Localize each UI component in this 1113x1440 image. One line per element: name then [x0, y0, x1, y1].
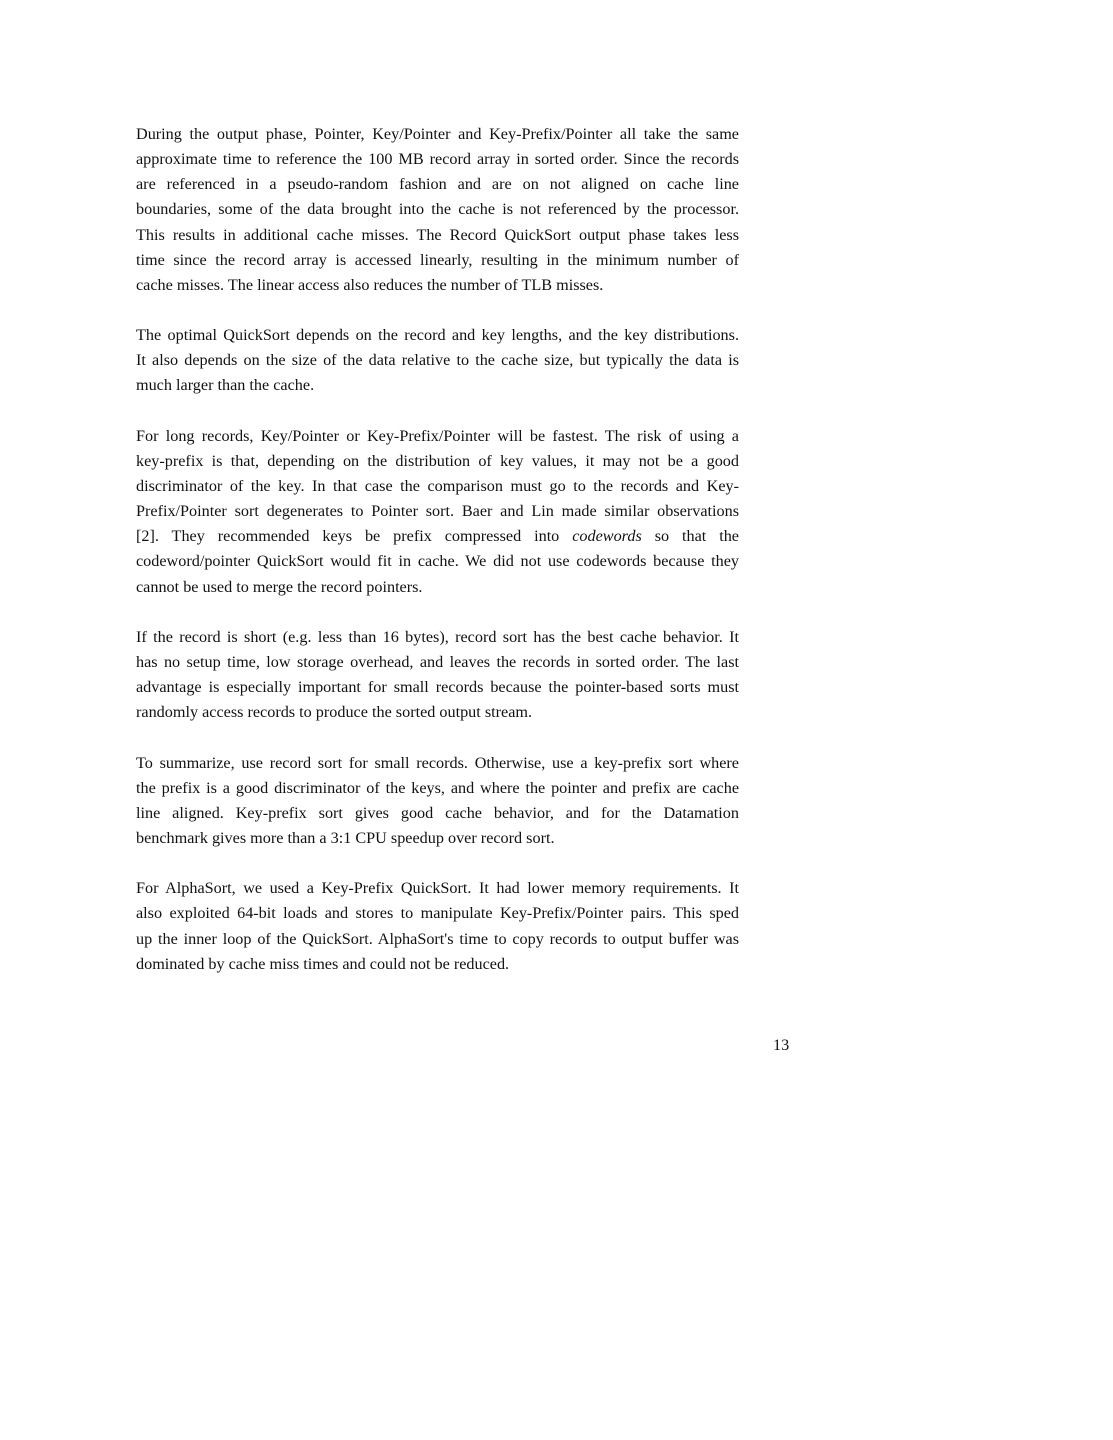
paragraph — [136, 876, 739, 977]
text-line: dominated by cache miss times and could not be reduced. — [136, 954, 510, 973]
body-text — [136, 122, 739, 1002]
text-line: the prefix is a good discriminator of the keys, and where the pointer and prefix are cache — [136, 778, 739, 797]
text-line: key-prefix is that, depending on the distribution of key values, it may not be a good — [136, 451, 739, 470]
text-line: It also depends on the size of the data relative to the cache size, but typically the data is — [136, 351, 739, 370]
italic-term: codewords — [572, 527, 642, 546]
text-segment: [2]. They recommended keys be prefix compressed into — [136, 527, 573, 546]
text-line: up the inner loop of the QuickSort. AlphaSort's time to copy records to output buffer was — [136, 929, 739, 948]
paragraph — [136, 625, 739, 726]
page-number: 13 — [773, 1036, 790, 1054]
text-line: cannot be used to merge the record pointers. — [136, 577, 423, 596]
text-line: Prefix/Pointer sort degenerates to Pointer sort. Baer and Lin made similar observations — [136, 502, 739, 521]
text-line — [136, 524, 739, 549]
paragraph — [136, 751, 739, 852]
text-line: much larger than the cache. — [136, 376, 315, 395]
text-line: This results in additional cache misses. The Record QuickSort output phase takes less — [136, 225, 739, 244]
text-line: has no setup time, low storage overhead, and leaves the records in sorted order. The last — [136, 652, 739, 671]
text-line: advantage is especially important for small records because the pointer-based sorts must — [136, 678, 739, 697]
paragraph — [136, 323, 739, 398]
paragraph — [136, 424, 739, 600]
text-line: codeword/pointer QuickSort would fit in cache. We did not use codewords because they — [136, 552, 739, 571]
text-line: boundaries, some of the data brought into the cache is not referenced by the processor. — [136, 200, 739, 219]
text-line: benchmark gives more than a 3:1 CPU speedup over record sort. — [136, 828, 555, 847]
text-line: line aligned. Key-prefix sort gives good cache behavior, and for the Datamation — [136, 803, 739, 822]
text-line: During the output phase, Pointer, Key/Pointer and Key-Prefix/Pointer all take the same — [136, 125, 739, 143]
text-segment: so that the — [641, 527, 739, 546]
text-line: If the record is short (e.g. less than 16 bytes), record sort has the best cache behavior. It — [136, 627, 739, 646]
text-line: For AlphaSort, we used a Key-Prefix QuickSort. It had lower memory requirements. It — [136, 879, 739, 898]
paragraph — [136, 122, 739, 298]
text-line: approximate time to reference the 100 MB record array in sorted order. Since the records — [136, 150, 739, 169]
text-line: randomly access records to produce the sorted output stream. — [136, 703, 533, 722]
text-line: also exploited 64-bit loads and stores to manipulate Key-Prefix/Pointer pairs. This sped — [136, 904, 739, 923]
text-line: For long records, Key/Pointer or Key-Prefix/Pointer will be fastest. The risk of using a — [136, 426, 739, 445]
text-line: The optimal QuickSort depends on the record and key lengths, and the key distributions. — [136, 326, 739, 345]
text-line: discriminator of the key. In that case the comparison must go to the records and Key- — [136, 476, 739, 495]
text-line: To summarize, use record sort for small records. Otherwise, use a key-prefix sort where — [136, 753, 739, 772]
text-line: cache misses. The linear access also reduces the number of TLB misses. — [136, 275, 604, 294]
text-line: time since the record array is accessed linearly, resulting in the minimum number of — [136, 250, 739, 269]
text-line: are referenced in a pseudo-random fashion and are on not aligned on cache line — [136, 175, 739, 194]
